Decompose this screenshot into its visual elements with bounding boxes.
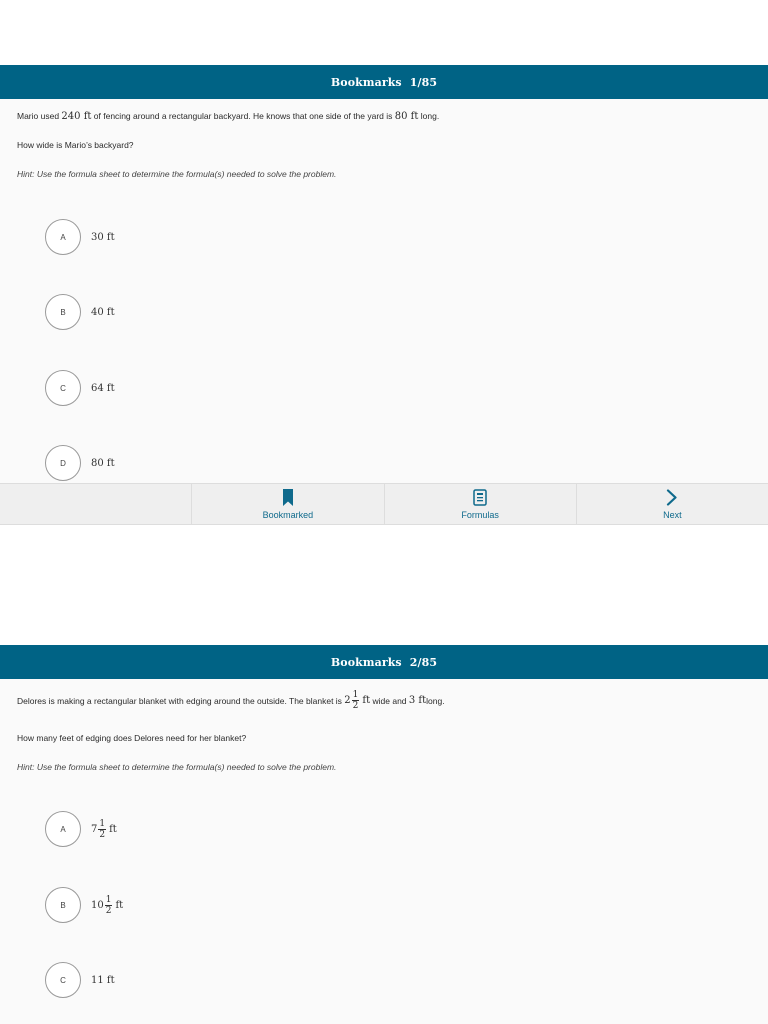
bookmarked-button[interactable]	[191, 484, 383, 524]
fraction-numerator: 1	[99, 818, 106, 829]
choice-letter[interactable]: B	[45, 294, 81, 330]
question-text	[17, 111, 439, 122]
bottom-toolbar	[0, 483, 768, 525]
choice-text: 64 ft	[91, 382, 115, 394]
question-prompt: How wide is Mario’s backyard?	[17, 140, 134, 150]
unit: ft	[362, 695, 371, 706]
question-card-1	[0, 65, 768, 525]
fraction-denominator: 2	[352, 701, 359, 711]
choice-text: 40 ft	[91, 306, 115, 318]
formulas-label: Formulas	[461, 509, 499, 520]
question-text-part: wide and	[370, 695, 409, 706]
choice-a[interactable]	[45, 219, 115, 255]
unit: ft	[109, 823, 117, 835]
header-count: 2/85	[409, 655, 438, 669]
question-text-part: long.	[426, 695, 445, 706]
fraction	[352, 690, 360, 711]
choice-a[interactable]	[45, 811, 117, 847]
next-label: Next	[663, 509, 682, 520]
choice-letter[interactable]: B	[45, 887, 81, 923]
question-value: 3 ft	[408, 695, 427, 706]
mixed-number	[344, 690, 370, 711]
fraction-numerator: 1	[105, 894, 112, 905]
bookmarked-label: Bookmarked	[262, 509, 314, 520]
bookmark-icon	[282, 489, 294, 507]
hint-text: Hint: Use the formula sheet to determine the formula(s) needed to solve the problem.	[17, 169, 337, 179]
fraction	[105, 895, 113, 916]
question-card-2	[0, 645, 768, 1024]
unit: ft	[115, 899, 124, 911]
choice-letter[interactable]: C	[45, 962, 81, 998]
fraction-denominator: 2	[105, 905, 112, 916]
header-title: Bookmarks	[330, 75, 402, 89]
choice-letter[interactable]: C	[45, 370, 81, 406]
choice-text: 30 ft	[91, 231, 115, 243]
chevron-right-icon	[666, 489, 678, 507]
choice-text: 80 ft	[91, 457, 115, 469]
fraction-denominator: 2	[99, 829, 106, 840]
mixed-whole: 10	[91, 899, 104, 911]
choice-text	[91, 819, 117, 840]
choice-d[interactable]	[45, 445, 115, 481]
question-text-part: Mario used	[17, 111, 62, 121]
choice-letter[interactable]: A	[45, 219, 81, 255]
question-prompt: How many feet of edging does Delores need for her blanket?	[17, 733, 247, 743]
hint-text: Hint: Use the formula sheet to determine the formula(s) needed to solve the problem.	[17, 762, 337, 772]
bookmarks-header	[0, 65, 768, 99]
toolbar-spacer	[0, 484, 191, 524]
choice-text	[91, 895, 123, 916]
fraction	[98, 819, 106, 840]
formulas-icon	[473, 489, 487, 507]
mixed-whole: 2	[344, 695, 351, 706]
mixed-whole: 7	[91, 823, 98, 835]
header-count: 1/85	[409, 75, 438, 89]
fraction-numerator: 1	[352, 690, 359, 700]
next-button[interactable]	[576, 484, 768, 524]
choice-letter[interactable]: A	[45, 811, 81, 847]
question-text-part: of fencing around a rectangular backyard. He knows that one side of the yard is	[91, 111, 395, 121]
question-text	[17, 690, 445, 711]
question-text-part: Delores is making a rectangular blanket with edging around the outside. The blanket is	[17, 695, 345, 706]
choice-text: 11 ft	[91, 974, 115, 986]
question-value: 80 ft	[394, 111, 419, 122]
choice-b[interactable]	[45, 294, 115, 330]
choice-c[interactable]	[45, 370, 115, 406]
choice-letter[interactable]: D	[45, 445, 81, 481]
choice-c[interactable]	[45, 962, 115, 998]
question-text-part: long.	[418, 111, 440, 121]
header-title: Bookmarks	[330, 655, 402, 669]
choice-b[interactable]	[45, 887, 123, 923]
bookmarks-header	[0, 645, 768, 679]
formulas-button[interactable]	[384, 484, 576, 524]
question-value: 240 ft	[61, 111, 92, 122]
